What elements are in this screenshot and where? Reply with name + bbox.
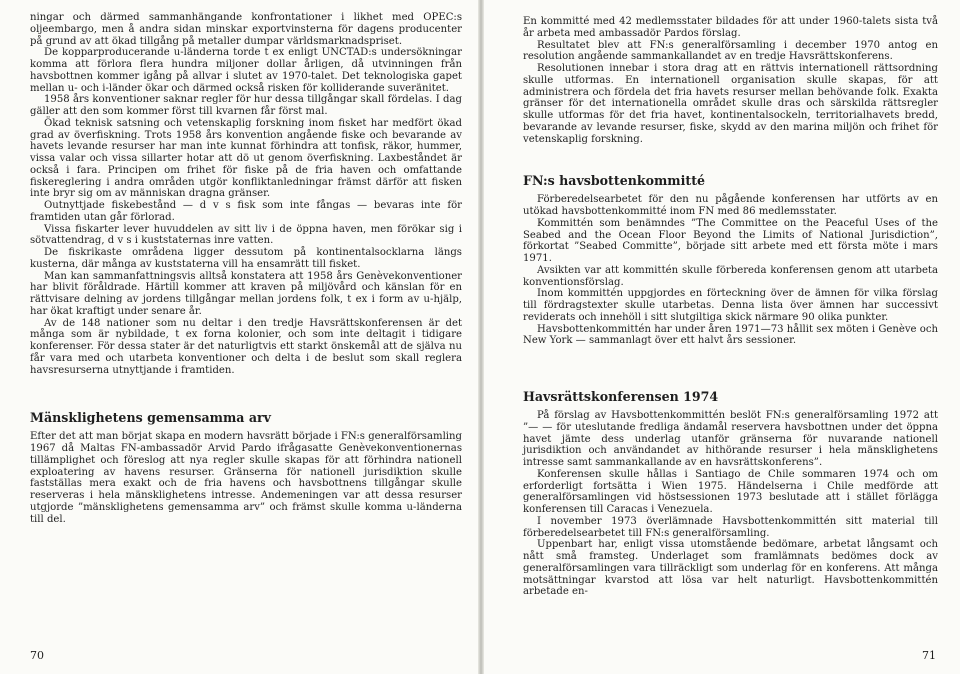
paragraph: Resultatet blev att FN:s generalförsamling i december 1970 antog en resolution angående sammankallandet av en tredje Havsrättskonferens. xyxy=(523,39,938,63)
section-heading: FN:s havsbottenkommitté xyxy=(523,173,706,189)
page-number: 71 xyxy=(922,649,936,662)
section-heading: Mänsklighetens gemensamma arv xyxy=(30,410,271,426)
paragraph: Vissa fiskarter lever huvuddelen av sitt liv i de öppna haven, men förökar sig i sötvattendrag, d v s i kuststaternas inre vatten. xyxy=(30,223,462,247)
paragraph: Konferensen skulle hållas i Santiago de Chile sommaren 1974 och om erforderligt fortsätta i Wien 1975. Händelserna i Chile medförde att generalförsamlingen vid höstsessionen 1973 beslutade att i stället förlägga konferensen till Caracas i Venezuela. xyxy=(523,468,938,515)
right-page xyxy=(484,0,960,674)
paragraph: På förslag av Havsbottenkommittén beslöt FN:s generalförsamling 1972 att ”— — för uteslutande fredliga ändamål reservera havsbottnen under det öppna havet jämte dess underlag utanför gränserna för nuvarande nationell jurisdiktion och användandet av hithörande resurser i hela mänsklighetens intresse samt sammankallande av en havsrättskonferens”. xyxy=(523,410,938,468)
paragraph: De fiskrikaste områdena ligger dessutom på kontinentalsocklarna längs kusterna, där många av kuststaterna vill ha ensamrätt till fisket. xyxy=(30,247,462,270)
section-heading: Havsrättskonferensen 1974 xyxy=(523,389,719,404)
paragraph: Havsbottenkommittén har under åren 1971—73 hållit sex möten i Genève och New York — sammanlagt över ett halvt års sessioner. xyxy=(523,323,938,347)
paragraph: Ökad teknisk satsning och vetenskaplig forskning inom fisket har medfört ökad grad av överfiskning. Trots 1958 års konvention angående fiske och bevarande av havets levande resurser har man inte kunnat förhindra att tonfisk, räkor, hummer, vissa valar och vissa sillarter hotar att dö ut genom överfiskning. Laxbeståndet är också i fara. Principen om frihet för fiske på de fria haven och omfattande fiskereglering i andra områden utgör konfliktanledningar främst därför att fisken inte bryr sig om av människan dragna gränser. xyxy=(30,117,462,200)
left-page xyxy=(0,0,478,674)
right-page-body xyxy=(523,16,938,598)
paragraph: Av de 148 nationer som nu deltar i den tredje Havsrättskonferensen är det många som är nybildade, t ex forna kolonier, och som inte deltagit i tidigare konferenser. För dessa stater är det naturligtvis ett starkt önskemål att de själva nu får vara med och utarbeta konventioner och delta i de beslut som skall reglera havsresurserna utnyttjande i framtiden. xyxy=(30,317,462,376)
paragraph: Outnyttjade fiskebestånd — d v s fisk som inte fångas — bevaras inte för framtiden utan går förlorad. xyxy=(30,200,462,223)
paragraph: Resolutionen innebar i stora drag att en rättvis internationell rättsordning skulle utformas. En internationell organisation skulle skapas, för att administrera och fördela det fria havets resurser mellan behövande folk. Exakta gränser för det internationella området skulle dras och särskilda rättsregler skulle utformas för det fria havet, kontinentalsockeln, territorialhavets bredd, bevarande av levande resurser, fiske, skydd av den marina miljön och frihet för vetenskaplig forskning. xyxy=(523,63,938,145)
paragraph: Kommittén som benämndes ”The Committee on the Peaceful Uses of the Seabed and the Ocean Floor Beyond the Limits of National Jurisdiction”, förkortat ”Seabed Committe”, började sitt arbete med ett första möte i mars 1971. xyxy=(523,217,938,264)
paragraph: Efter det att man börjat skapa en modern havsrätt började i FN:s generalförsamling 1967 då Maltas FN-ambassadör Arvid Pardo ifrågasatte Genèvekonventionernas tillämplighet och föreslog att nya regler skulle skapas för att förhindra nationell exploatering av havens resurser. Gränserna för nationell jurisdiktion skulle fastställas mera exakt och de fria havens och havsbottnens tillgångar skulle reserveras i hela mänsklighetens intresse. Andemeningen var att dessa resurser utgjorde ”mänsklighetens gemensamma arv” och främst skulle komma u-länderna till del. xyxy=(30,431,462,525)
paragraph: ningar och därmed sammanhängande konfrontationer i likhet med OPEC:s oljeembargo, men å andra sidan minskar exportvinsterna för dagens producenter på grund av att ökad tillgång på metaller dumpar världsmarknadspriset. xyxy=(30,12,462,47)
paragraph: En kommitté med 42 medlemsstater bildades för att under 1960-talets sista två år arbeta med ambassadör Pardos förslag. xyxy=(523,16,938,39)
paragraph: Man kan sammanfattningsvis alltså konstatera att 1958 års Genèvekonventioner har blivit föråldrade. Härtill kommer att kraven på miljövård och känslan för en rättvisare delning av jordens tillgångar mellan jordens folk, t ex i form av u-hjälp, har ökat kraftigt under senare år. xyxy=(30,270,462,317)
paragraph: Förberedelsearbetet för den nu pågående konferensen har utförts av en utökad havsbottenkommitté inom FN med 86 medlemsstater. xyxy=(523,194,938,217)
page-number: 70 xyxy=(30,649,44,662)
paragraph: Uppenbart har, enligt vissa utomstående bedömare, arbetat långsamt och nått små framsteg. Underlaget som framlämnats bedömes dock av generalförsamlingen vara tillräckligt som underlag för en konferens. Att många motsättningar kvarstod att lösa var helt naturligt. Havsbottenkommittén arbetade en- xyxy=(523,539,938,598)
paragraph: De kopparproducerande u-länderna torde t ex enligt UNCTAD:s undersökningar komma att förlora flera hundra miljoner dollar årligen, då utvinningen från havsbottnen kommer igång på allvar i slutet av 1970-talet. Det teknologiska gapet mellan u- och i-länder ökar och därmed också risken för kolliderande suveränitet. xyxy=(30,47,462,94)
left-page-body xyxy=(30,12,462,525)
paragraph: 1958 års konventioner saknar regler för hur dessa tillgångar skall fördelas. I dag gäller att den som kommer först till kvarnen får först mal. xyxy=(30,94,462,117)
paragraph: Avsikten var att kommittén skulle förbereda konferensen genom att utarbeta konventionsförslag. xyxy=(523,264,938,288)
paragraph: Inom kommittén uppgjordes en förteckning över de ämnen för vilka förslag till fördragstexter skulle utarbetas. Denna lista över ämnen har successivt reviderats och innehöll i sitt slutgiltiga skick närmare 90 olika punkter. xyxy=(523,288,938,323)
paragraph: I november 1973 överlämnade Havsbottenkommittén sitt material till förberedelsearbetet till FN:s generalförsamling. xyxy=(523,515,938,539)
